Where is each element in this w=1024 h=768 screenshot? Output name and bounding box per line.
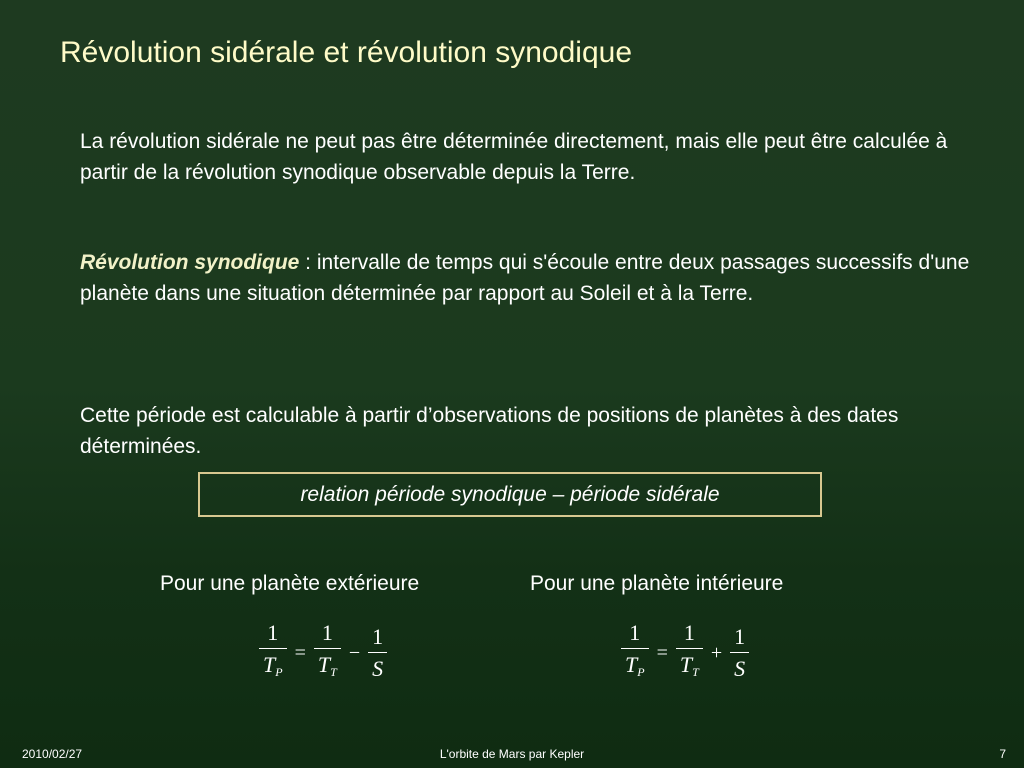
slide-title: Révolution sidérale et révolution synodique [60, 36, 633, 69]
relation-box-label: relation période synodique – période sidérale [300, 482, 720, 506]
fraction-lhs [259, 620, 287, 686]
fraction-term2 [368, 624, 387, 683]
plus-sign: + [710, 641, 723, 664]
fraction-term1 [676, 620, 703, 686]
footer-date: 2010/02/27 [22, 747, 83, 761]
equals-sign: = [656, 641, 668, 664]
exterior-planet-caption: Pour une planète extérieure [160, 572, 420, 595]
fraction-denominator: S [730, 652, 749, 683]
fraction-numerator: 1 [629, 620, 641, 645]
fraction-numerator: 1 [267, 620, 279, 645]
interior-planet-caption: Pour une planète intérieure [530, 572, 784, 595]
footer-title: L'orbite de Mars par Kepler [439, 747, 585, 761]
fraction-denominator: $T_P$ [259, 648, 287, 686]
fraction-numerator: 1 [321, 620, 333, 645]
fraction-lhs [621, 620, 649, 686]
fraction-numerator: 1 [372, 623, 384, 649]
fraction-denominator: $T_T$ [314, 648, 341, 686]
intro-paragraph: La révolution sidérale ne peut pas être déterminée directement, mais elle peut être calculée à partir de la révolution synodique observable depuis la Terre. [80, 130, 948, 184]
definition-term: Révolution synodique [80, 251, 300, 274]
relation-box [198, 472, 822, 517]
exterior-formula [256, 620, 390, 686]
fraction-term1 [314, 620, 341, 686]
minus-sign: − [348, 641, 361, 664]
equals-sign: = [294, 641, 306, 664]
definition-paragraph [80, 247, 980, 309]
fraction-term2 [730, 624, 749, 683]
interior-formula [618, 620, 752, 686]
footer-page-number: 7 [999, 747, 1006, 761]
fraction-numerator: 1 [734, 623, 746, 649]
fraction-numerator: 1 [683, 620, 695, 645]
fraction-denominator: $T_T$ [676, 648, 703, 686]
fraction-denominator: $T_P$ [621, 648, 649, 686]
fraction-denominator: S [368, 652, 387, 683]
observation-paragraph: Cette période est calculable à partir d’observations de positions de planètes à des dates déterminées. [80, 404, 899, 458]
definition-text: : intervalle de temps qui s'écoule entre deux passages successifs d'une planète dans une situation déterminée par rapport au Soleil et à la Terre. [80, 251, 970, 305]
